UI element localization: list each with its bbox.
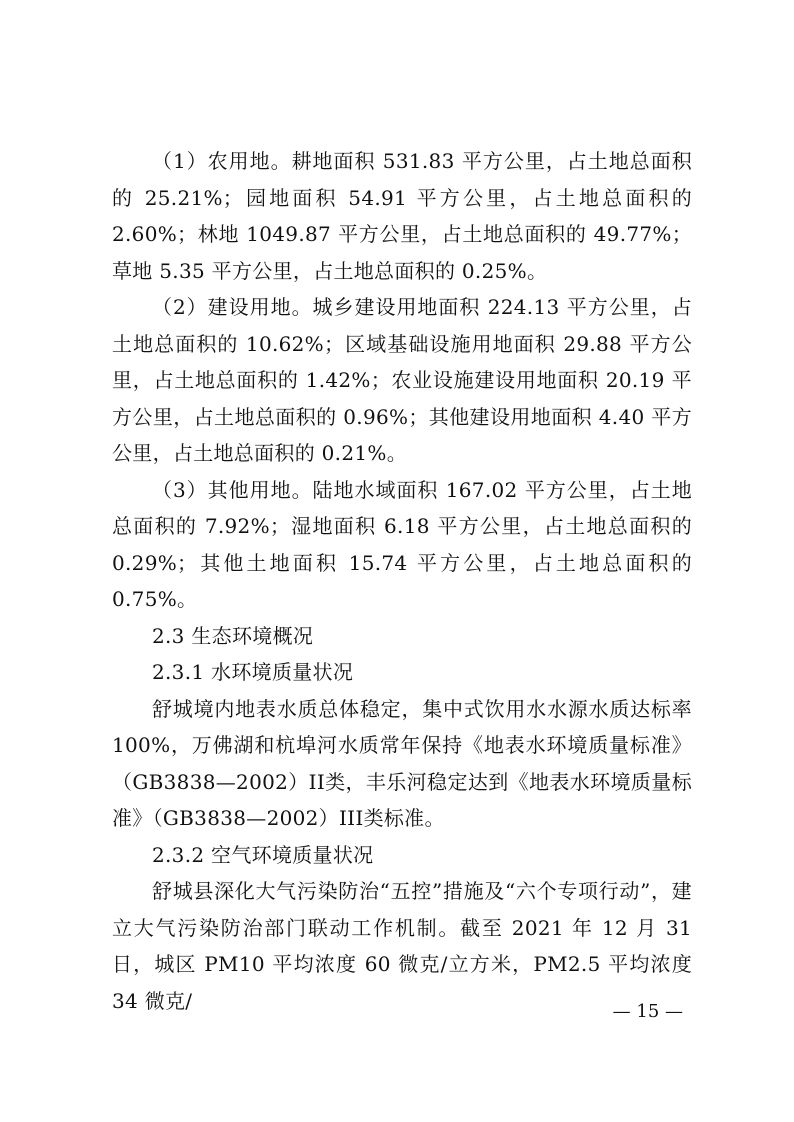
paragraph-other-land: （3）其他用地。陆地水域面积 167.02 平方公里，占土地总面积的 7.92%；湿地面积 6.18 平方公里，占土地总面积的 0.29%；其他土地面积 15.74 平方公里，占土地总面积的 0.75%。	[112, 477, 692, 611]
page-number: — 15 —	[612, 1001, 683, 1022]
paragraph-water-environment: 舒城境内地表水质总体稳定，集中式饮用水水源水质达标率 100%，万佛湖和杭埠河水质常年保持《地表水环境质量标准》（GB3838—2002）II类，丰乐河稳定达到《地表水环境质量标准》（GB3838—2002）III类标准。	[112, 696, 692, 830]
document-body	[112, 143, 692, 1019]
section-heading-ecological-environment: 2.3 生态环境概况	[152, 623, 314, 648]
paragraph-air-environment: 舒城县深化大气污染防治“五控”措施及“六个专项行动”，建立大气污染防治部门联动工作机制。截至 2021 年 12 月 31 日，城区 PM10 平均浓度 60 微克/立方米，PM2.5 平均浓度 34 微克/	[112, 879, 692, 1013]
paragraph-agricultural-land: （1）农用地。耕地面积 531.83 平方公里，占土地总面积的 25.21%；园地面积 54.91 平方公里，占土地总面积的 2.60%；林地 1049.87 平方公里，占土地总面积的 49.77%；草地 5.35 平方公里，占土地总面积的 0.25%。	[112, 149, 692, 283]
section-heading-water-environment: 2.3.1 水环境质量状况	[152, 660, 354, 684]
paragraph-construction-land: （2）建设用地。城乡建设用地面积 224.13 平方公里，占土地总面积的 10.62%；区域基础设施用地面积 29.88 平方公里，占土地总面积的 1.42%；农业设施建设用地面积 20.19 平方公里，占土地总面积的 0.96%；其他建设用地面积 4.40 平方公里，占土地总面积的 0.21%。	[112, 295, 692, 465]
section-heading-air-environment: 2.3.2 空气环境质量状况	[152, 842, 374, 867]
